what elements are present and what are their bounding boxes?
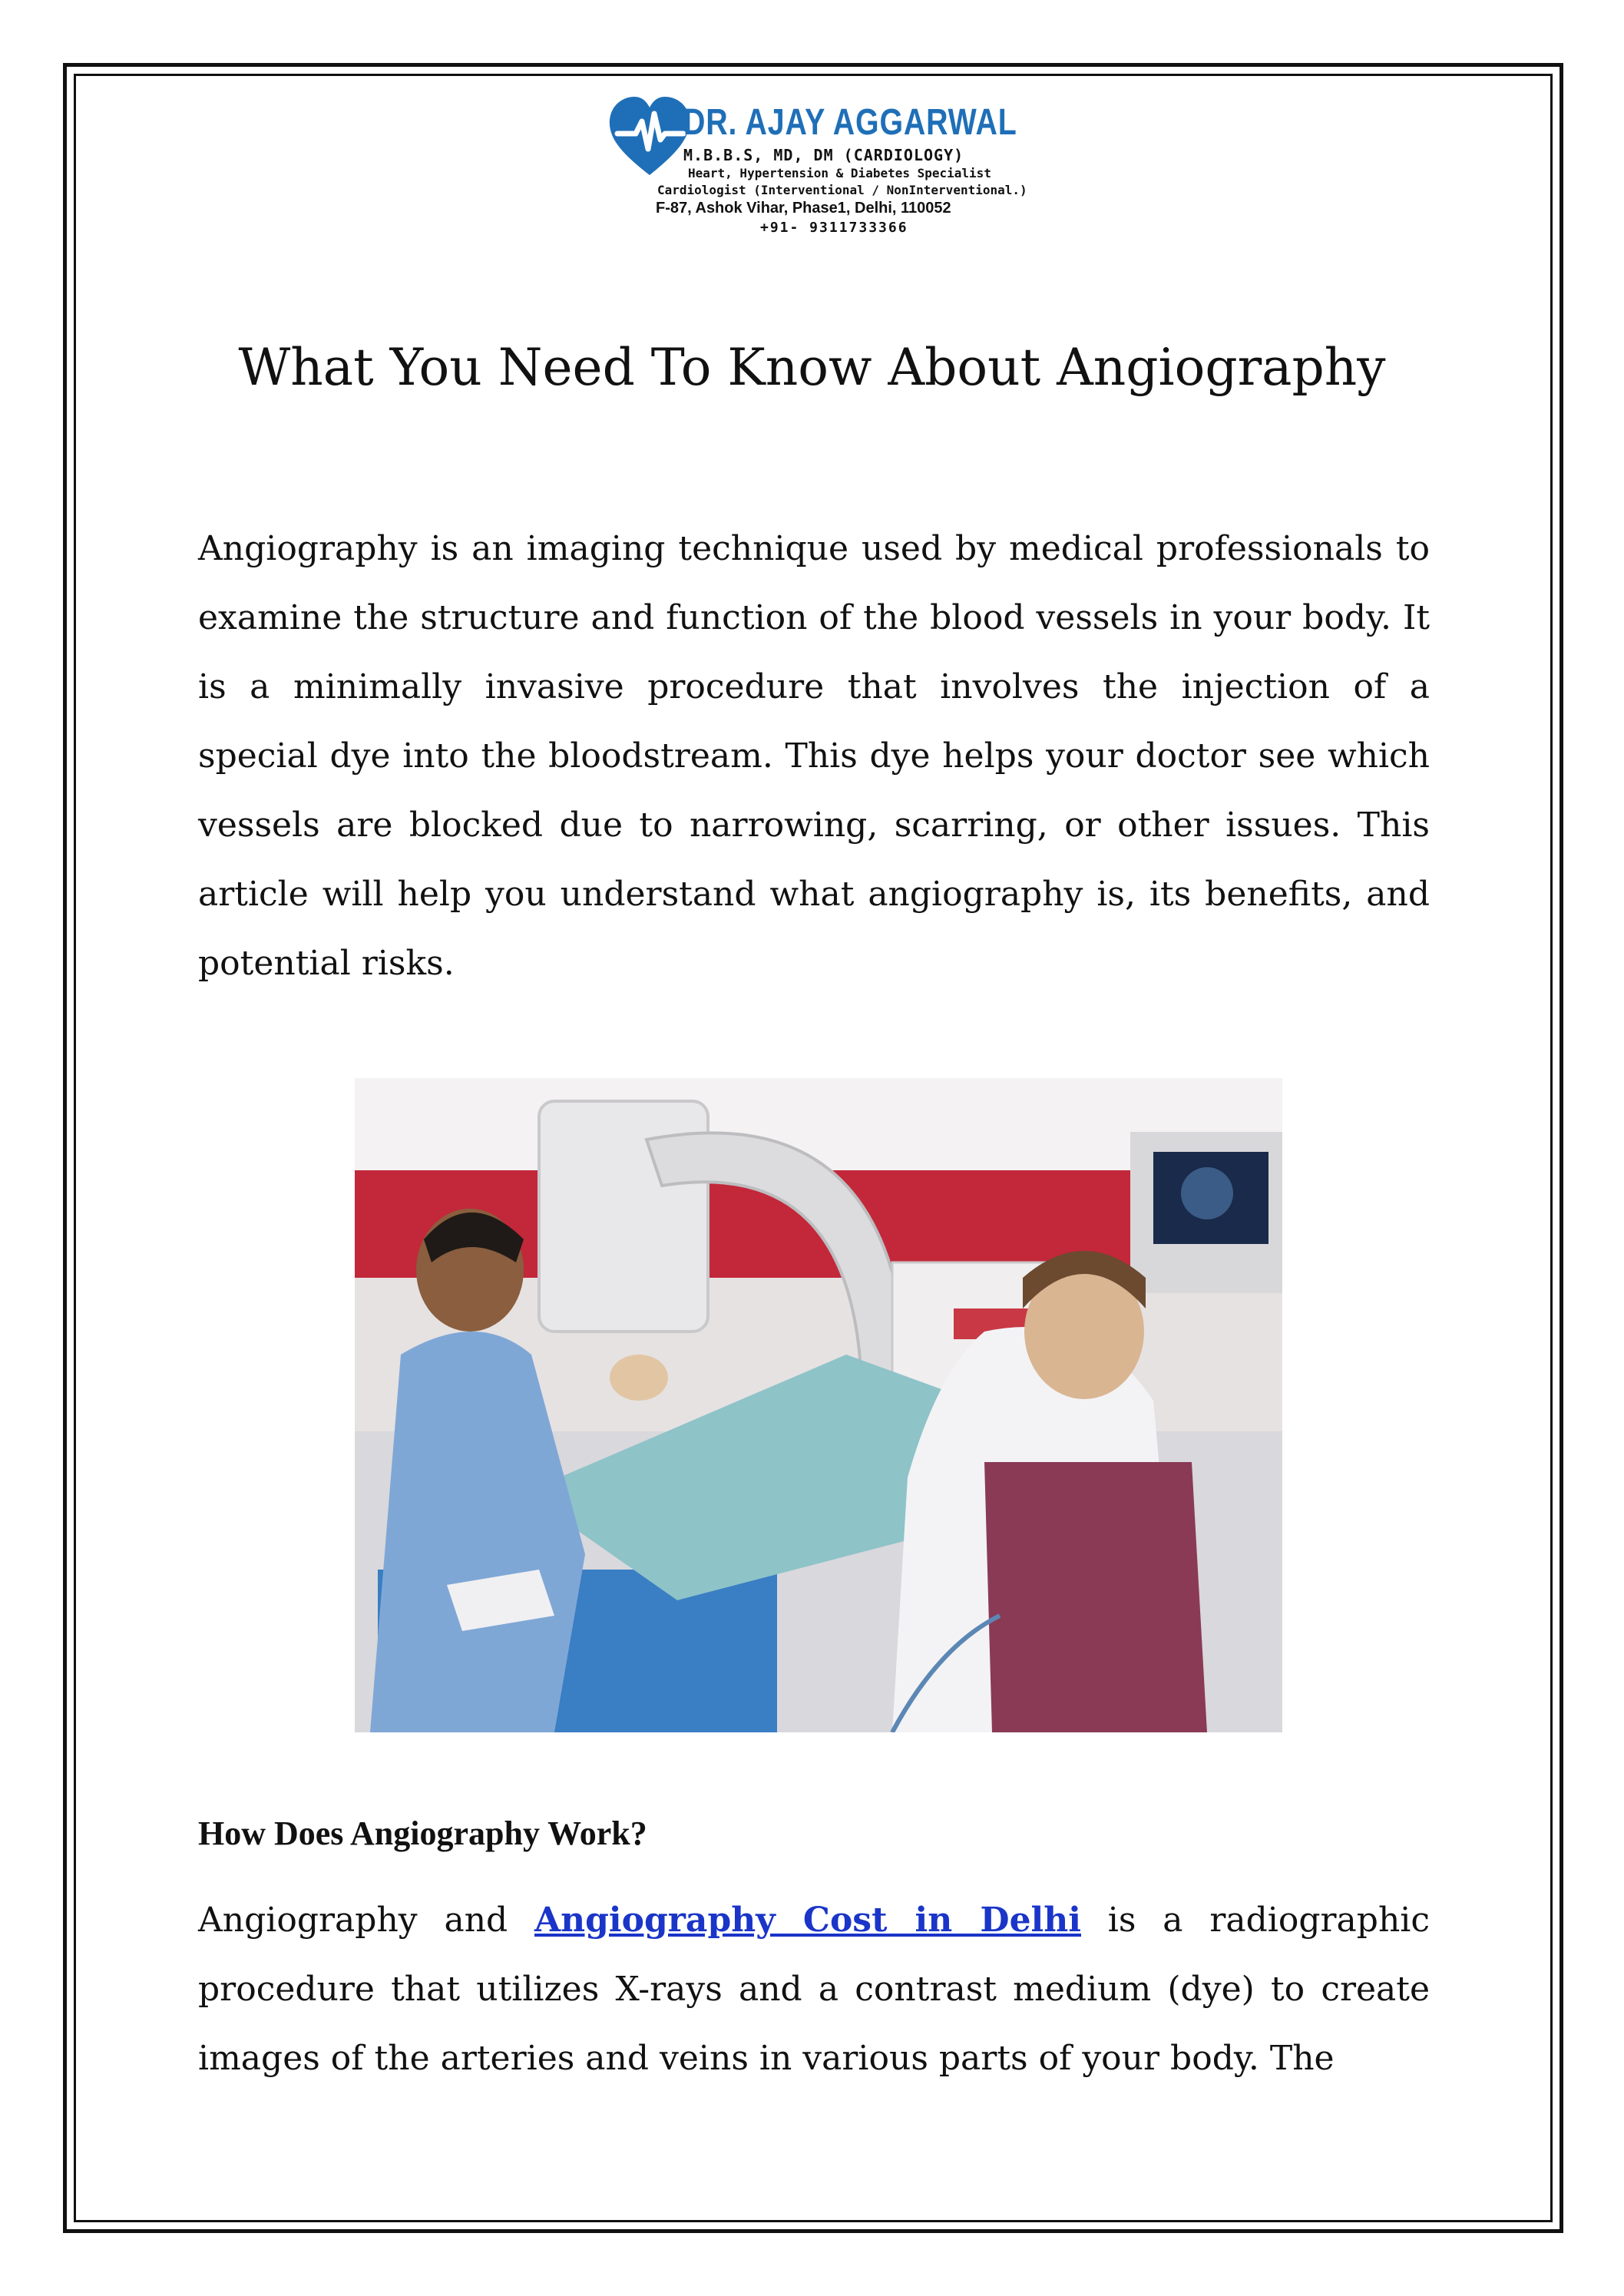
angiography-cost-link[interactable]: Angiography Cost in Delhi bbox=[534, 1901, 1081, 1940]
clinic-phone: +91- 9311733366 bbox=[760, 220, 908, 236]
clinic-address: F-87, Ashok Vihar, Phase1, Delhi, 110052 bbox=[656, 200, 951, 217]
article-title: What You Need To Know About Angiography bbox=[238, 338, 1386, 397]
clinic-logo bbox=[607, 95, 1067, 241]
angiography-procedure-photo bbox=[355, 1078, 1282, 1732]
doctor-degrees: M.B.B.S, MD, DM (CARDIOLOGY) bbox=[683, 146, 964, 164]
section-text-after: is a radiographic procedure that utilizes X-rays and a contrast medium (dye) to create images of the arteries and veins in various parts of your body. The bbox=[198, 1901, 1430, 2078]
section-heading: How Does Angiography Work? bbox=[198, 1815, 647, 1852]
section-paragraph bbox=[198, 1886, 1430, 2093]
doctor-name: DR. AJAY AGGARWAL bbox=[683, 102, 1017, 143]
doctor-specialty: Heart, Hypertension & Diabetes Specialist bbox=[688, 166, 991, 180]
section-text-before: Angiography and bbox=[198, 1901, 535, 1940]
heart-pulse-icon bbox=[607, 95, 693, 180]
cardiology-type: Cardiologist (Interventional / NonInterventional.) bbox=[657, 183, 1027, 197]
intro-paragraph: Angiography is an imaging technique used by medical professionals to examine the structure and function of the blood vessels in your body. It is a minimally invasive procedure that involves the injection of a special dye into the bloodstream. This dye helps your doctor see which vessels are blocked due to narrowing, scarring, or other issues. This article will help you understand what angiography is, its benefits, and potential risks. bbox=[198, 529, 1430, 983]
